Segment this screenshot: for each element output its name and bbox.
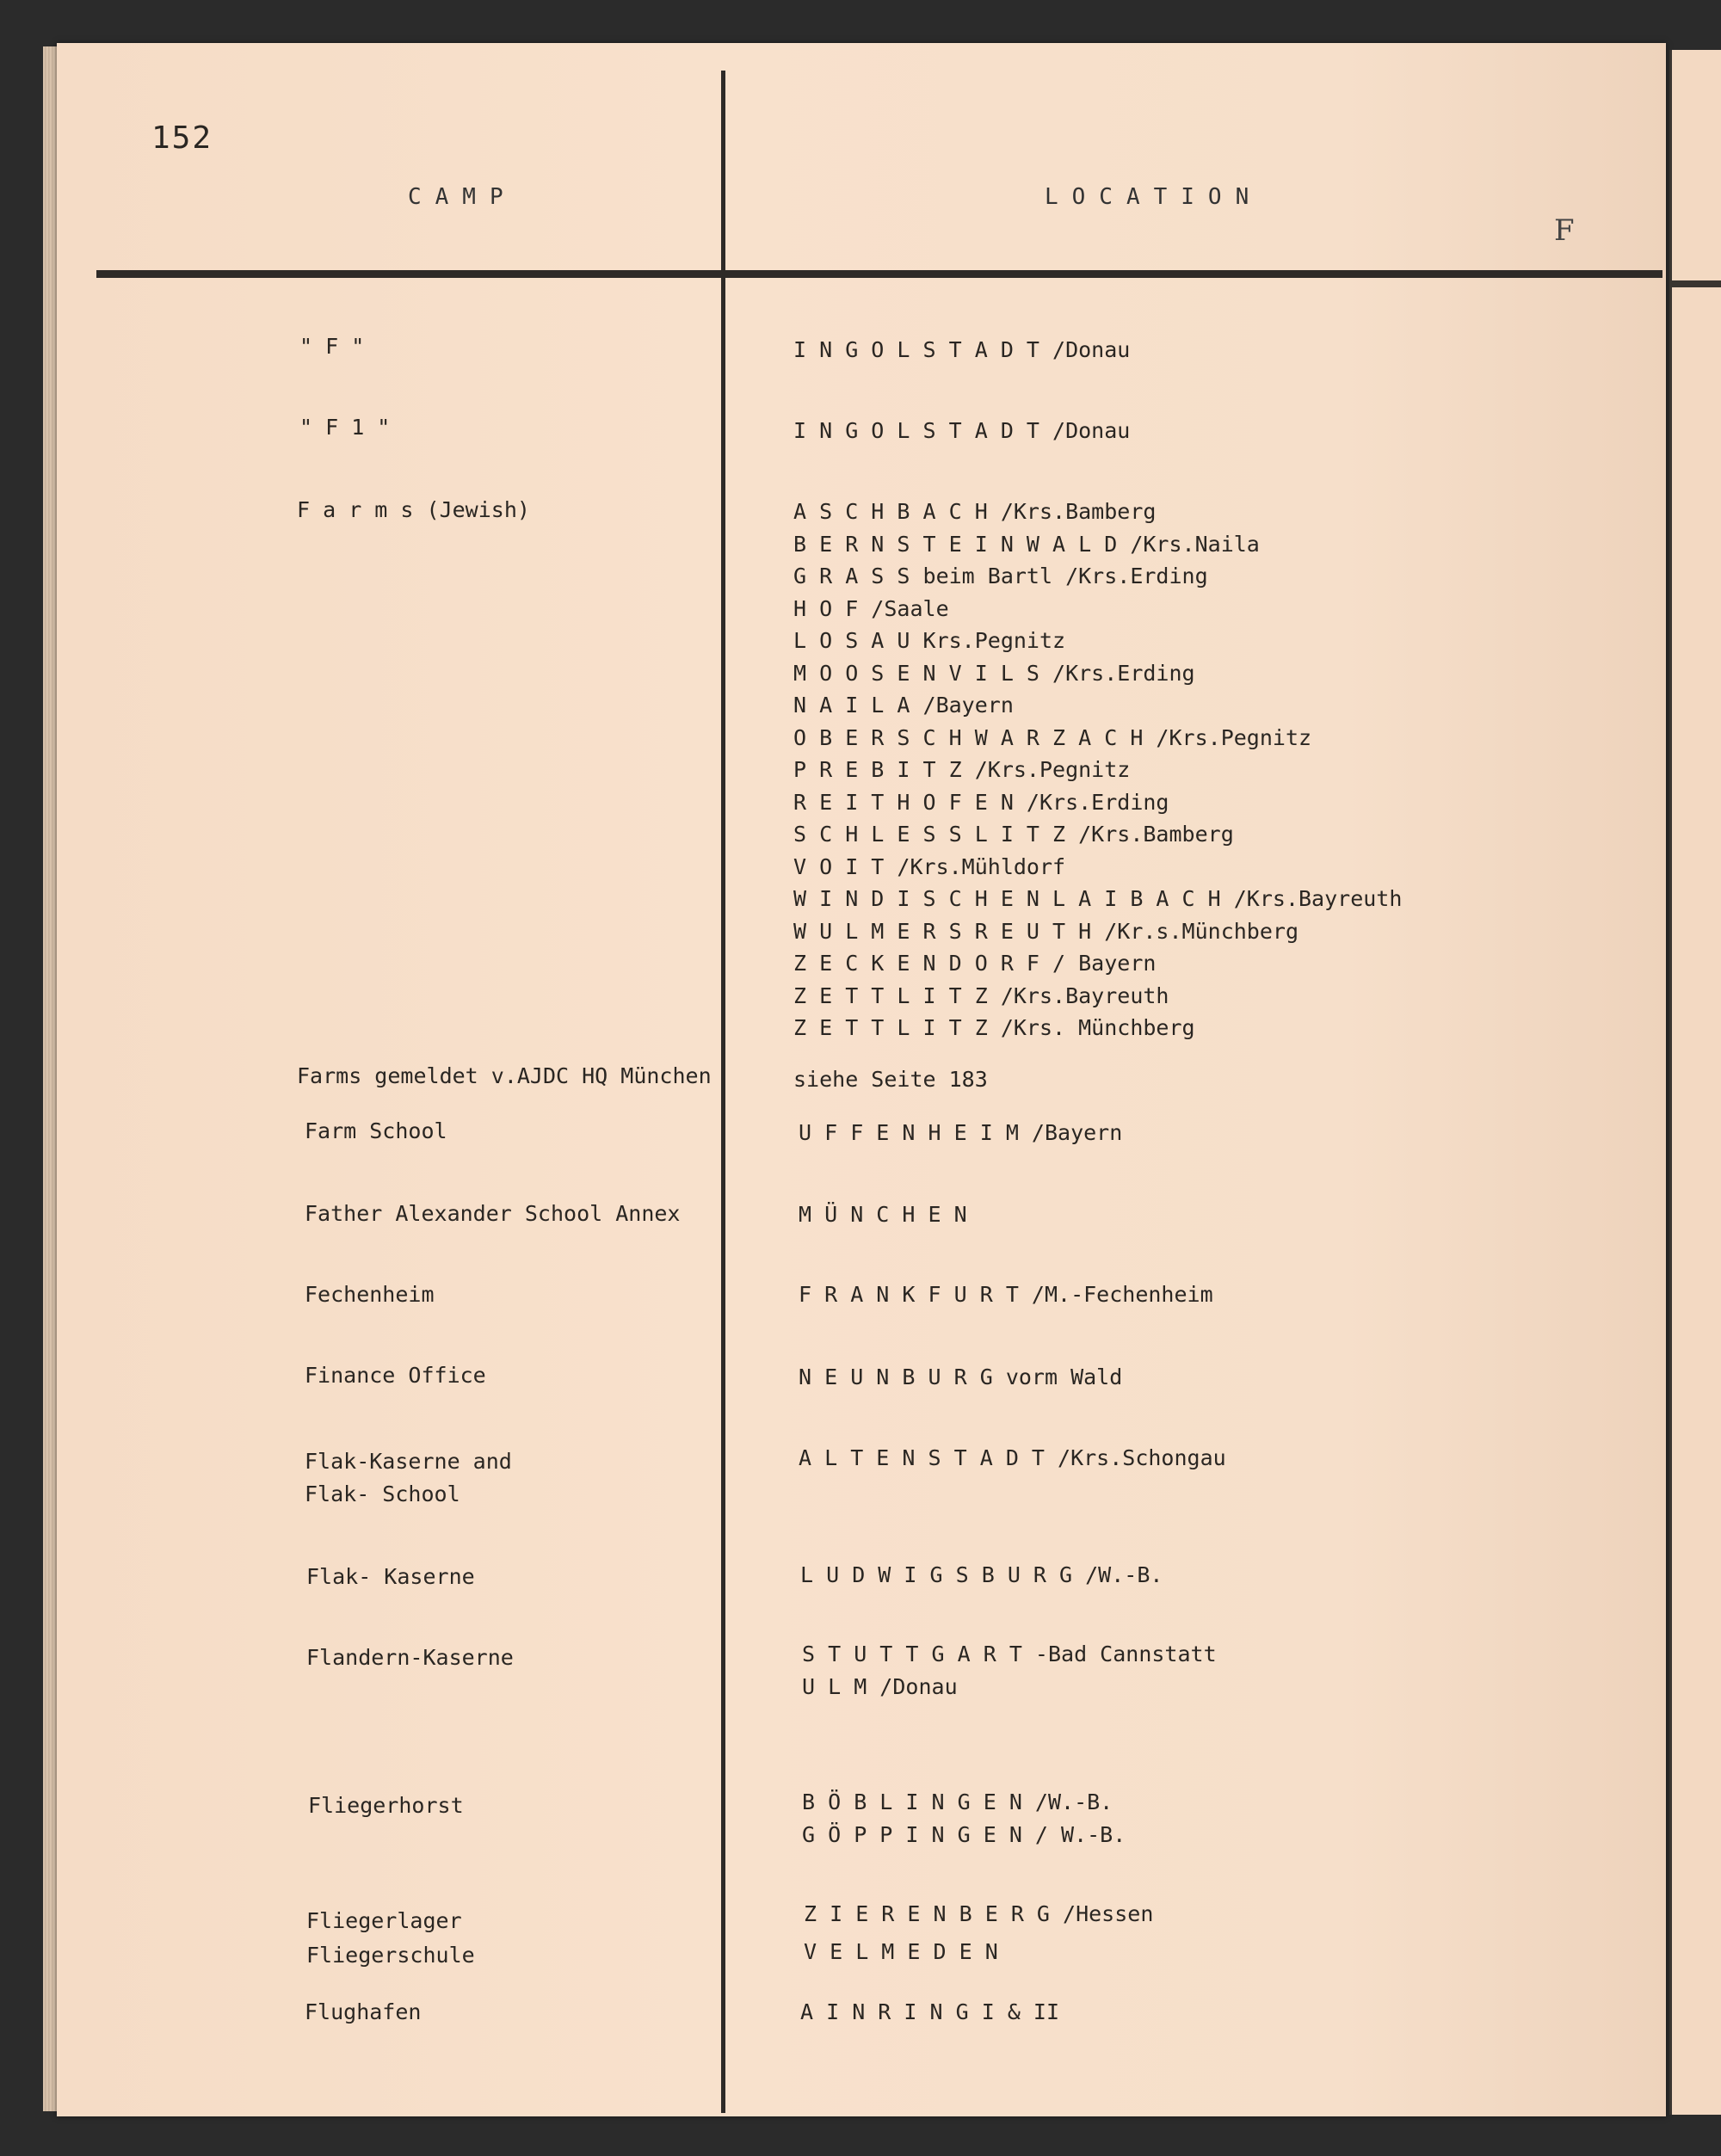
column-header-camp: CAMP: [408, 184, 517, 210]
location-item: L U D W I G S B U R G /W.-B.: [800, 1562, 1163, 1587]
location-list: [799, 1442, 1226, 1475]
location-item: W U L M E R S R E U T H /Kr.s.Münchberg: [793, 918, 1298, 944]
location-list: [799, 1198, 967, 1231]
location-list: [802, 1786, 1126, 1851]
location-item: U L M /Donau: [802, 1673, 958, 1699]
camp-entry: Finance Office: [305, 1363, 486, 1388]
location-item: O B E R S C H W A R Z A C H /Krs.Pegnitz: [793, 724, 1312, 750]
location-item: M O O S E N V I L S /Krs.Erding: [793, 660, 1195, 686]
location-item: V O I T /Krs.Mühldorf: [793, 853, 1066, 879]
camp-entry: Fliegerschule: [306, 1943, 475, 1968]
column-header-location: LOCATION: [1045, 184, 1263, 210]
location-item: N A I L A /Bayern: [793, 693, 1014, 718]
location-item: S T U T T G A R T -Bad Cannstatt: [802, 1642, 1217, 1666]
location-item: S C H L E S S L I T Z /Krs.Bamberg: [793, 822, 1234, 847]
location-item: P R E B I T Z /Krs.Pegnitz: [793, 757, 1131, 782]
location-item: I N G O L S T A D T /Donau: [793, 337, 1131, 362]
location-item: G Ö P P I N G E N / W.-B.: [802, 1821, 1126, 1847]
location-item: Z E T T L I T Z /Krs. Münchberg: [793, 1015, 1195, 1040]
location-list: [793, 334, 1130, 367]
location-list: [793, 415, 1130, 447]
location-list: [799, 1117, 1122, 1149]
location-item: Z E T T L I T Z /Krs.Bayreuth: [793, 983, 1169, 1008]
location-list: [800, 1996, 1059, 2029]
camp-entry: F a r m s (Jewish): [297, 497, 530, 522]
location-item: B E R N S T E I N W A L D /Krs.Naila: [793, 531, 1260, 557]
location-list: [804, 1898, 1153, 1931]
next-page-rule: [1672, 280, 1721, 287]
location-list: [804, 1936, 998, 1968]
location-item: M Ü N C H E N: [799, 1202, 967, 1227]
location-item: B Ö B L I N G E N /W.-B.: [802, 1789, 1113, 1814]
location-item: A I N R I N G I & II: [800, 1999, 1060, 2024]
location-item: R E I T H O F E N /Krs.Erding: [793, 789, 1169, 815]
camp-entry: Fliegerlager: [306, 1908, 462, 1933]
location-item: V E L M E D E N: [804, 1939, 998, 1964]
location-item: A L T E N S T A D T /Krs.Schongau: [799, 1445, 1226, 1470]
camp-entry: Fechenheim: [305, 1282, 435, 1307]
camp-entry: Farms gemeldet v.AJDC HQ München: [297, 1063, 712, 1088]
camp-entry: " F 1 ": [299, 415, 391, 440]
location-item: F R A N K F U R T /M.-Fechenheim: [799, 1282, 1213, 1307]
next-page-edge: [1669, 50, 1721, 2115]
page-number: 152: [151, 120, 213, 156]
location-list: [800, 1559, 1163, 1592]
location-item: H O F /Saale: [793, 595, 949, 621]
camp-entry: " F ": [299, 334, 365, 359]
location-item: I N G O L S T A D T /Donau: [793, 418, 1131, 443]
location-list: [799, 1278, 1213, 1311]
location-item: siehe Seite 183: [793, 1067, 988, 1092]
location-list: [793, 496, 1402, 1044]
camp-entry: Farm School: [305, 1118, 447, 1143]
location-item: G R A S S beim Bartl /Krs.Erding: [793, 564, 1208, 588]
location-item: W I N D I S C H E N L A I B A C H /Krs.Bayreuth: [793, 886, 1403, 911]
location-item: U F F E N H E I M /Bayern: [799, 1120, 1123, 1145]
location-list: [802, 1638, 1217, 1703]
location-item: Z E C K E N D O R F / Bayern: [793, 951, 1157, 976]
column-divider: [721, 71, 725, 2113]
location-item: Z I E R E N B E R G /Hessen: [804, 1901, 1154, 1926]
location-item: A S C H B A C H /Krs.Bamberg: [793, 499, 1157, 524]
section-letter: F: [1554, 213, 1575, 248]
camp-entry: Flughafen: [305, 1999, 422, 2024]
location-list: [799, 1361, 1122, 1394]
camp-entry: Father Alexander School Annex: [305, 1201, 681, 1226]
camp-entry: Flak- Kaserne: [306, 1564, 475, 1589]
location-list: [793, 1063, 988, 1096]
camp-entry: Flandern-Kaserne: [306, 1645, 514, 1670]
location-item: N E U N B U R G vorm Wald: [799, 1364, 1123, 1389]
camp-entry: Fliegerhorst: [308, 1793, 464, 1818]
camp-entry: Flak-Kaserne and Flak- School: [305, 1449, 512, 1506]
header-rule: [96, 270, 1662, 278]
location-item: L O S A U Krs.Pegnitz: [793, 628, 1066, 653]
